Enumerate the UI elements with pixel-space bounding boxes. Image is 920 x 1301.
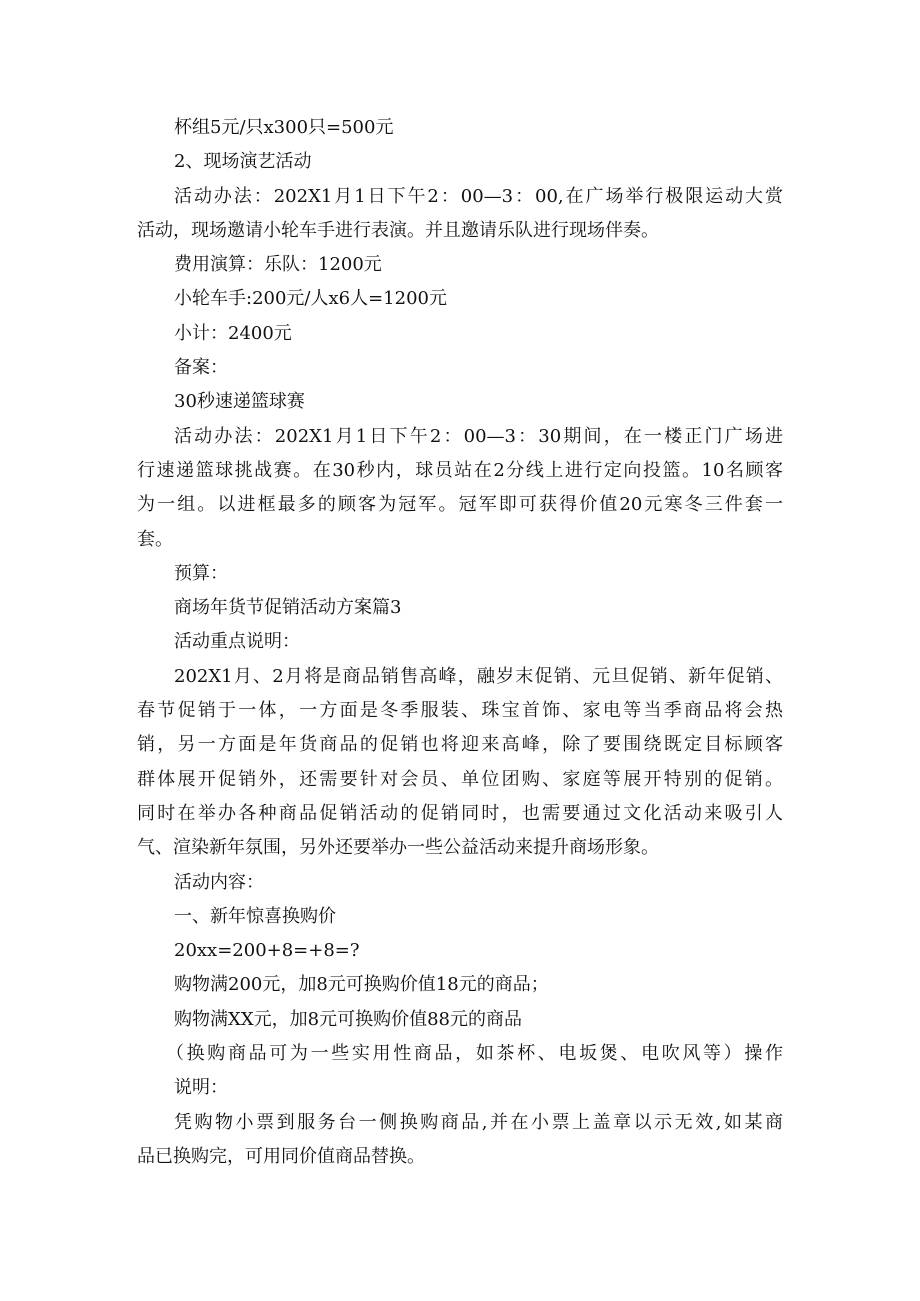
document-body xyxy=(137,111,783,1174)
text-line: 杯组5元/只x300只=500元 xyxy=(174,117,394,138)
section-heading: 一、新年惊喜换购价 xyxy=(174,905,336,927)
text-line: 同时在举办各种商品促销活动的促销同时，也需要通过文化活动来吸引人 xyxy=(137,802,783,824)
text-line: 费用演算：乐队：1200元 xyxy=(174,254,382,276)
text-line: 预算： xyxy=(174,562,228,584)
text-line: 为一组。以进框最多的顾客为冠军。冠军即可获得价值20元寒冬三件套一 xyxy=(137,494,783,516)
text-line: 小轮车手:200元/人x6人=1200元 xyxy=(174,288,447,310)
text-line: 销，另一方面是年货商品的促销也将迎来高峰，除了要围绕既定目标顾客 xyxy=(137,734,783,756)
text-line: 活动办法：202X1月1日下午2：00—3：30期间，在一楼正门广场进 xyxy=(174,425,783,447)
text-line: 气、渲染新年氛围，另外还要举办一些公益活动来提升商场形象。 xyxy=(137,837,659,859)
section-title: 商场年货节促销活动方案篇3 xyxy=(174,597,402,619)
text-line: 活动内容： xyxy=(174,871,264,893)
text-line: 群体展开促销外，还需要针对会员、单位团购、家庭等展开特别的促销。 xyxy=(137,768,783,790)
text-line: 购物满XX元，加8元可换购价值88元的商品 xyxy=(174,1008,522,1030)
text-line: 202X1月、2月将是商品销售高峰，融岁末促销、元旦促销、新年促销、 xyxy=(174,665,783,687)
text-line: 20xx=200+8=+8=? xyxy=(174,940,360,962)
text-line: 小计：2400元 xyxy=(174,322,292,344)
text-line: 活动办法：202X1月1日下午2：00—3：00,在广场举行极限运动大赏 xyxy=(174,185,783,207)
text-line: 活动重点说明： xyxy=(174,631,300,653)
text-line: 春节促销于一体，一方面是冬季服装、珠宝首饰、家电等当季商品将会热 xyxy=(137,700,783,722)
text-line: 活动，现场邀请小轮车手进行表演。并且邀请乐队进行现场伴奏。 xyxy=(137,219,659,241)
text-line: 备案： xyxy=(174,357,228,379)
text-line: （换购商品可为一些实用性商品，如茶杯、电坂煲、电吹风等）操作 xyxy=(166,1043,783,1065)
text-line: 行速递篮球挑战赛。在30秒内，球员站在2分线上进行定向投篮。10名顾客 xyxy=(137,459,783,481)
text-line: 购物满200元，加8元可换购价值18元的商品； xyxy=(174,974,549,996)
section-heading: 2、现场演艺活动 xyxy=(174,151,312,173)
section-heading: 30秒速递篮球赛 xyxy=(174,391,305,413)
text-line: 套。 xyxy=(137,528,173,550)
text-line: 说明： xyxy=(174,1077,228,1099)
text-line: 凭购物小票到服务台一侧换购商品,并在小票上盖章以示无效,如某商 xyxy=(174,1111,783,1133)
text-line: 品已换购完，可用同价值商品替换。 xyxy=(137,1145,425,1167)
